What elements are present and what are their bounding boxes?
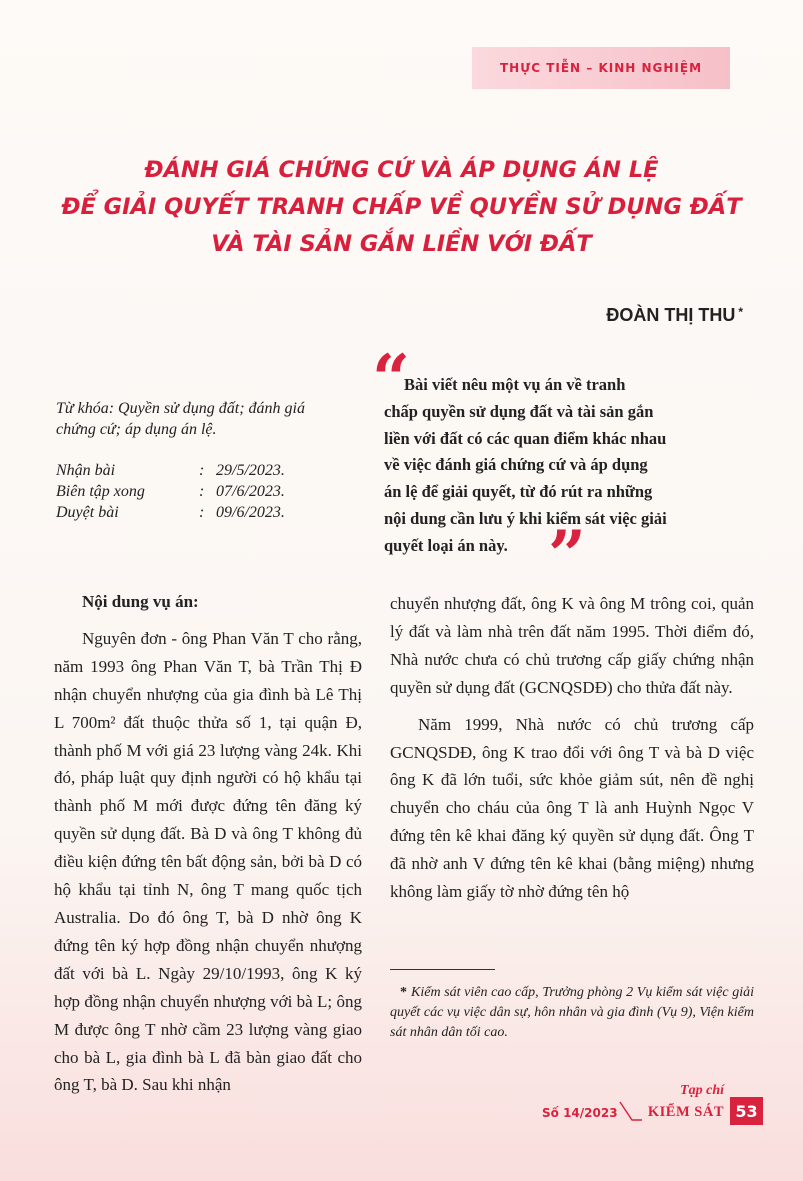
open-quote-icon: “ — [372, 340, 410, 418]
section-heading: Nội dung vụ án: — [82, 592, 199, 611]
keywords-line: chứng cứ; áp dụng án lệ. — [56, 421, 217, 438]
author-footnote — [390, 983, 754, 1043]
date-label: Nhận bài — [56, 462, 116, 479]
title-line: ĐỂ GIẢI QUYẾT TRANH CHẤP VỀ QUYỀN SỬ DỤNG ĐẤT — [61, 194, 742, 220]
page-number: 53 — [730, 1097, 763, 1125]
keywords-line: Từ khóa: Quyền sử dụng đất; đánh giá — [56, 400, 305, 417]
date-colon: : — [199, 504, 205, 521]
body-paragraph: Nguyên đơn - ông Phan Văn T cho rằng, năm 1993 ông Phan Văn T, bà Trần Thị Đ nhận chuyển nhượng của gia đình bà Lê Thị L 700m² đất thuộc thửa số 1, tại quận Đ, thành phố M với giá 23 lượng vàng 24k. Khi đó, pháp luật quy định người có hộ khẩu tại thành phố M mới được đứng tên đăng ký quyền sử dụng đất. Bà D và ông T không đủ điều kiện đứng tên bất động sản, bởi bà D có hộ khẩu tại tỉnh N, ông T mang quốc tịch Australia. Do đó ông T, bà D nhờ ông K đứng tên ký hợp đồng nhận chuyển nhượng đất với bà L. Ngày 29/10/1993, ông K ký hợp đồng nhận chuyển nhượng với bà L; ông M được ông T nhờ cầm 23 lượng vàng giao cho bà L, gia đình bà L đã bàn giao đất cho ông T, bà D. Sau khi nhận — [54, 628, 362, 1095]
body-paragraph: chuyển nhượng đất, ông K và ông M trông coi, quản lý đất và làm nhà trên đất năm 1995. Thời điểm đó, Nhà nước chưa có chủ trương cấp giấy chứng nhận quyền sử dụng đất (GCNQSDĐ) cho thửa đất này. — [390, 594, 754, 697]
date-received — [56, 460, 356, 481]
section-label: THỰC TIỄN – KINH NGHIỆM — [499, 61, 703, 75]
keywords — [56, 398, 356, 440]
journal-footer — [538, 1083, 728, 1129]
date-label: Biên tập xong — [56, 483, 145, 500]
date-colon: : — [199, 462, 205, 479]
journal-issue: Số 14/2023 — [542, 1106, 618, 1120]
footnote-divider — [390, 969, 495, 970]
date-edited — [56, 481, 356, 502]
article-title — [40, 152, 763, 263]
abstract-line: án lệ để giải quyết, từ đó rút ra những — [384, 482, 653, 502]
footnote-text: Kiểm sát viên cao cấp, Trưởng phòng 2 Vụ kiểm sát việc giải quyết các vụ việc dân sự, hôn nhân và gia đình (Vụ 9), Viện kiểm sát nhân dân tối cao. — [390, 985, 754, 1040]
title-line: ĐÁNH GIÁ CHỨNG CỨ VÀ ÁP DỤNG ÁN LỆ — [144, 157, 659, 183]
author-footnote-mark: * — [738, 305, 743, 319]
abstract-line: về việc đánh giá chứng cứ và áp dụng — [384, 455, 648, 475]
date-value: 29/5/2023. — [216, 462, 285, 479]
abstract-line: nội dung cần lưu ý khi kiểm sát việc giải — [384, 508, 667, 528]
abstract-line: Bài viết nêu một vụ án về tranh — [404, 375, 626, 394]
section-banner — [472, 47, 730, 89]
body-paragraph: Năm 1999, Nhà nước có chủ trương cấp GCNQSDĐ, ông K trao đổi với ông T và bà D việc ông K đã lớn tuổi, sức khỏe giảm sút, nên đề nghị chuyển cho cháu của ông T là anh Huỳnh Ngọc V đứng tên kê khai đăng ký quyền sử dụng đất. Ông T đã nhờ anh V đứng tên kê khai (bằng miệng) nhưng không làm giấy tờ nhờ đứng tên hộ — [390, 714, 754, 902]
footnote-mark: * — [400, 985, 407, 1000]
date-value: 07/6/2023. — [216, 483, 285, 500]
journal-divider-icon — [618, 1100, 642, 1122]
journal-name: KIỂM SÁT — [647, 1104, 724, 1120]
left-column — [54, 588, 362, 1099]
article-dates — [56, 460, 356, 523]
date-value: 09/6/2023. — [216, 504, 285, 521]
date-approved — [56, 502, 356, 523]
right-column — [390, 590, 754, 906]
abstract-line: chấp quyền sử dụng đất và tài sản gắn — [384, 401, 654, 421]
date-label: Duyệt bài — [56, 504, 119, 521]
abstract-line: liền với đất có các quan điểm khác nhau — [384, 428, 667, 448]
author-byline — [606, 305, 743, 326]
author-name: ĐOÀN THỊ THU — [606, 305, 736, 325]
journal-label: Tạp chí — [680, 1083, 724, 1098]
title-line: VÀ TÀI SẢN GẮN LIỀN VỚI ĐẤT — [211, 231, 592, 257]
close-quote-icon: ” — [548, 516, 586, 594]
date-colon: : — [199, 483, 205, 500]
abstract-line: quyết loại án này. — [384, 535, 508, 555]
